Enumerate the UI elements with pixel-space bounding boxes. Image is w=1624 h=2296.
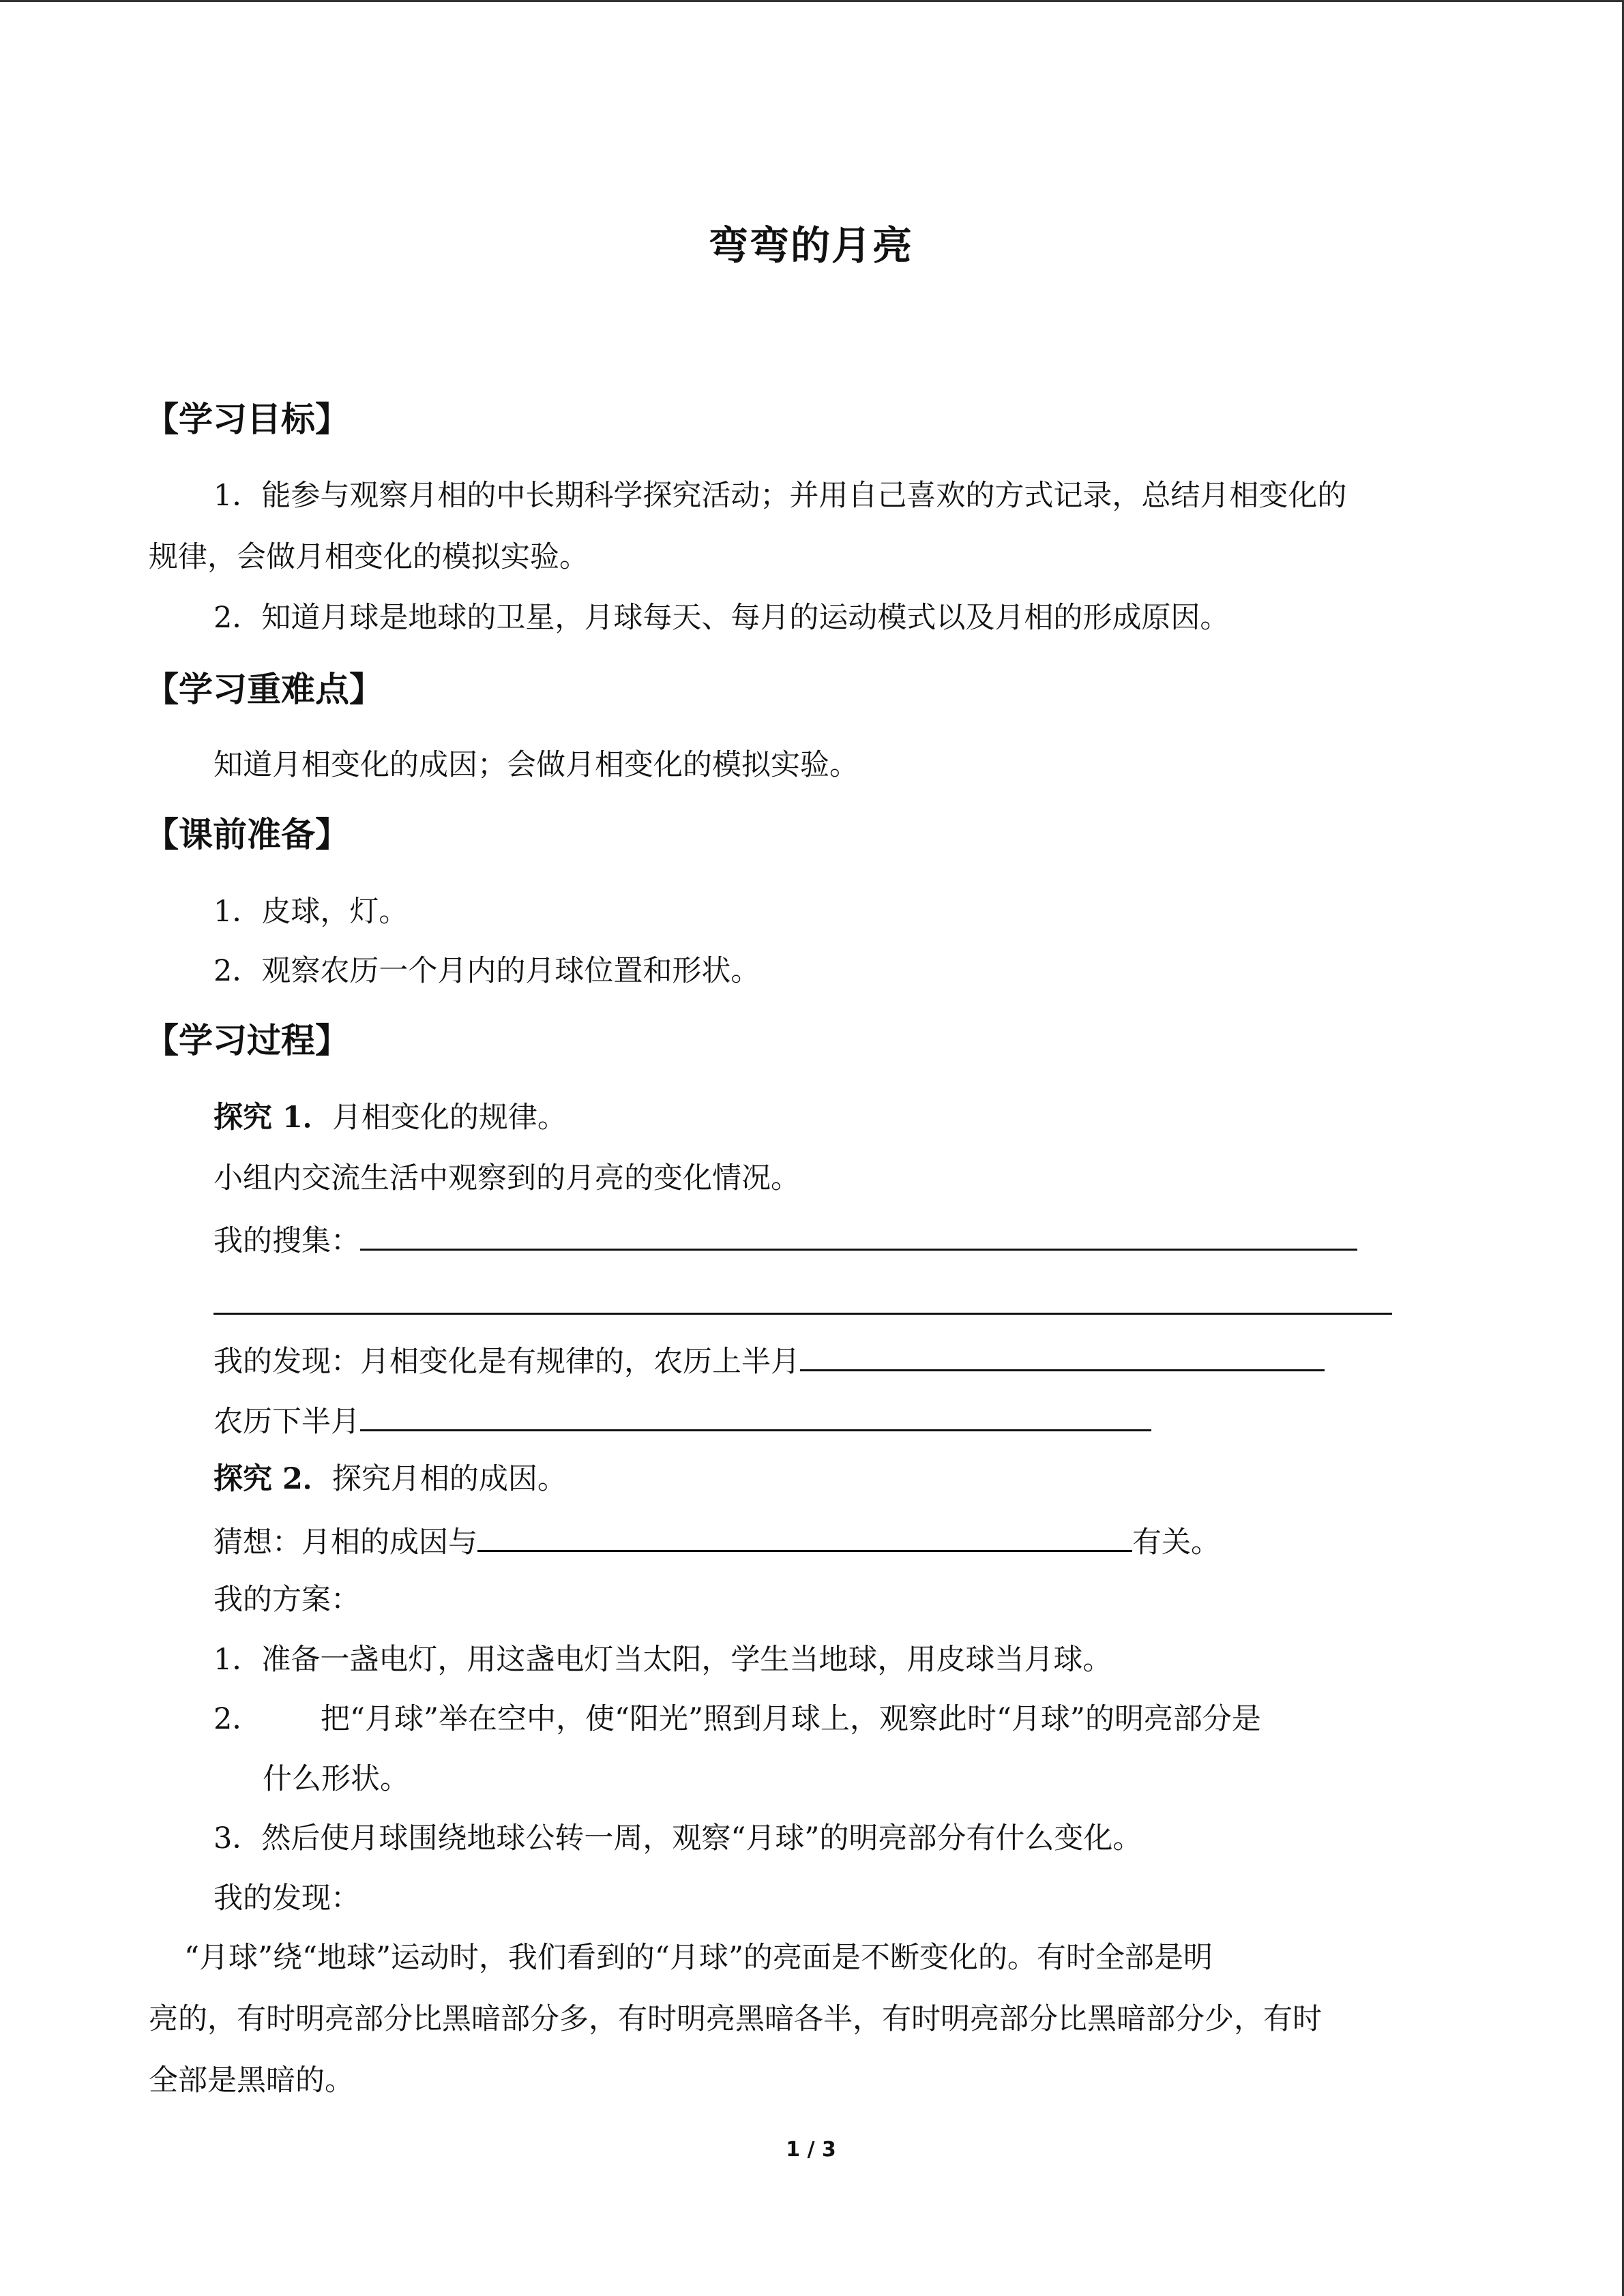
explore-1-label: 探究 1． xyxy=(213,1101,332,1135)
plan-step-2-line-1: 把“月球”举在空中，使“阳光”照到月球上，观察此时“月球”的明亮部分是 xyxy=(321,1702,1261,1736)
heading-process: 【学习过程】 xyxy=(145,1021,349,1060)
guess-prefix: 猜想：月相的成因与 xyxy=(213,1525,477,1560)
my-finding-1-text: 我的发现：月相变化是有规律的，农历上半月 xyxy=(213,1345,800,1379)
goal-item-1-line-1: 1．能参与观察月相的中长期科学探究活动；并用自己喜欢的方式记录，总结月相变化的 xyxy=(213,479,1347,513)
explore-1 xyxy=(213,1103,567,1133)
my-plan-label: 我的方案： xyxy=(213,1583,360,1617)
conclusion-line-1: “月球”绕“地球”运动时，我们看到的“月球”的亮面是不断变化的。有时全部是明 xyxy=(184,1941,1213,1975)
second-half-row xyxy=(213,1405,1151,1437)
first-half-blank[interactable] xyxy=(800,1345,1325,1371)
heading-preparation: 【课前准备】 xyxy=(145,815,349,854)
my-collection-row xyxy=(213,1224,1357,1256)
plan-step-3: 3．然后使月球围绕地球公转一周，观察“月球”的明亮部分有什么变化。 xyxy=(213,1821,1142,1855)
lunar-second-half-label: 农历下半月 xyxy=(213,1405,360,1439)
guess-blank[interactable] xyxy=(477,1525,1132,1552)
explore-2 xyxy=(213,1462,567,1496)
plan-step-2-num: 2． xyxy=(213,1702,262,1736)
heading-key-points: 【学习重难点】 xyxy=(145,670,383,709)
my-finding-1-row xyxy=(213,1345,1325,1377)
page-number: 1 / 3 xyxy=(786,2138,836,2162)
conclusion-line-2: 亮的，有时明亮部分比黑暗部分多，有时明亮黑暗各半，有时明亮部分比黑暗部分少，有时 xyxy=(149,2002,1322,2036)
explore-1-text: 月相变化的规律。 xyxy=(331,1101,567,1135)
page-title: 弯弯的月亮 xyxy=(708,222,913,269)
prep-item-1: 1．皮球，灯。 xyxy=(213,895,409,929)
plan-step-2-line-2: 什么形状。 xyxy=(263,1762,409,1796)
guess-suffix: 有关。 xyxy=(1132,1525,1220,1560)
my-collection-label: 我的搜集： xyxy=(213,1224,360,1258)
collection-blank-2[interactable] xyxy=(213,1313,1392,1315)
guess-row xyxy=(213,1525,1220,1560)
key-points-text: 知道月相变化的成因；会做月相变化的模拟实验。 xyxy=(213,748,859,782)
my-finding-2-label: 我的发现： xyxy=(213,1881,360,1915)
conclusion-line-3: 全部是黑暗的。 xyxy=(149,2063,354,2098)
goal-item-2: 2．知道月球是地球的卫星，月球每天、每月的运动模式以及月相的形成原因。 xyxy=(213,601,1230,635)
exchange-text: 小组内交流生活中观察到的月亮的变化情况。 xyxy=(213,1161,800,1195)
plan-step-1: 1．准备一盏电灯，用这盏电灯当太阳，学生当地球，用皮球当月球。 xyxy=(213,1643,1112,1677)
explore-2-text: 探究月相的成因。 xyxy=(331,1462,567,1496)
collection-blank-1[interactable] xyxy=(360,1224,1357,1251)
heading-goals: 【学习目标】 xyxy=(145,400,349,439)
goal-item-1-line-2: 规律，会做月相变化的模拟实验。 xyxy=(149,540,589,574)
explore-2-label: 探究 2． xyxy=(213,1462,332,1496)
prep-item-2: 2．观察农历一个月内的月球位置和形状。 xyxy=(213,954,761,988)
second-half-blank[interactable] xyxy=(360,1405,1151,1431)
